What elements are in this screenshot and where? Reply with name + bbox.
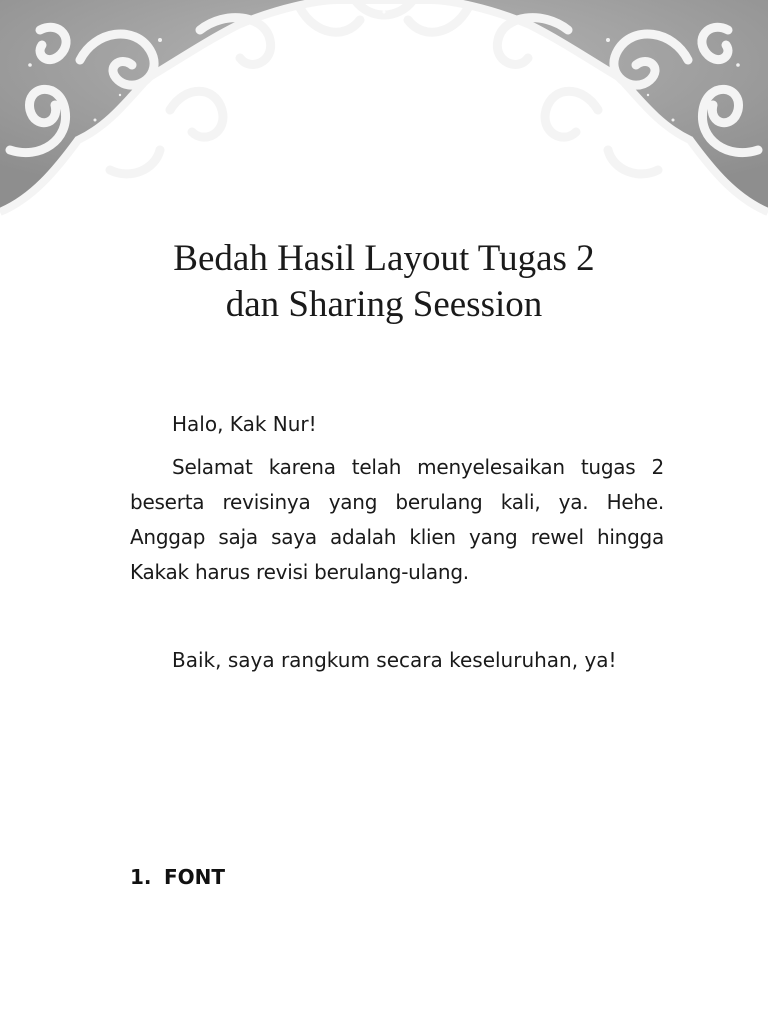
decorative-border-icon xyxy=(0,0,768,230)
section-number: 1. xyxy=(130,865,152,889)
section-heading-font xyxy=(130,862,225,892)
section-title: FONT xyxy=(164,865,226,889)
title-line-1: Bedah Hasil Layout Tugas 2 xyxy=(173,238,595,279)
congrats-paragraph: Selamat karena telah menyelesaikan tugas 2 beserta revisinya yang berulang kali, ya. Hehe. Anggap saja saya adalah klien yang rewel hingga Kakak harus revisi berulang-ulang. xyxy=(130,455,664,584)
summary-paragraph: Baik, saya rangkum secara keseluruhan, ya! xyxy=(172,648,617,672)
greeting-paragraph: Halo, Kak Nur! xyxy=(172,412,317,436)
page-title xyxy=(0,236,768,328)
title-line-2: dan Sharing Seession xyxy=(225,284,543,325)
